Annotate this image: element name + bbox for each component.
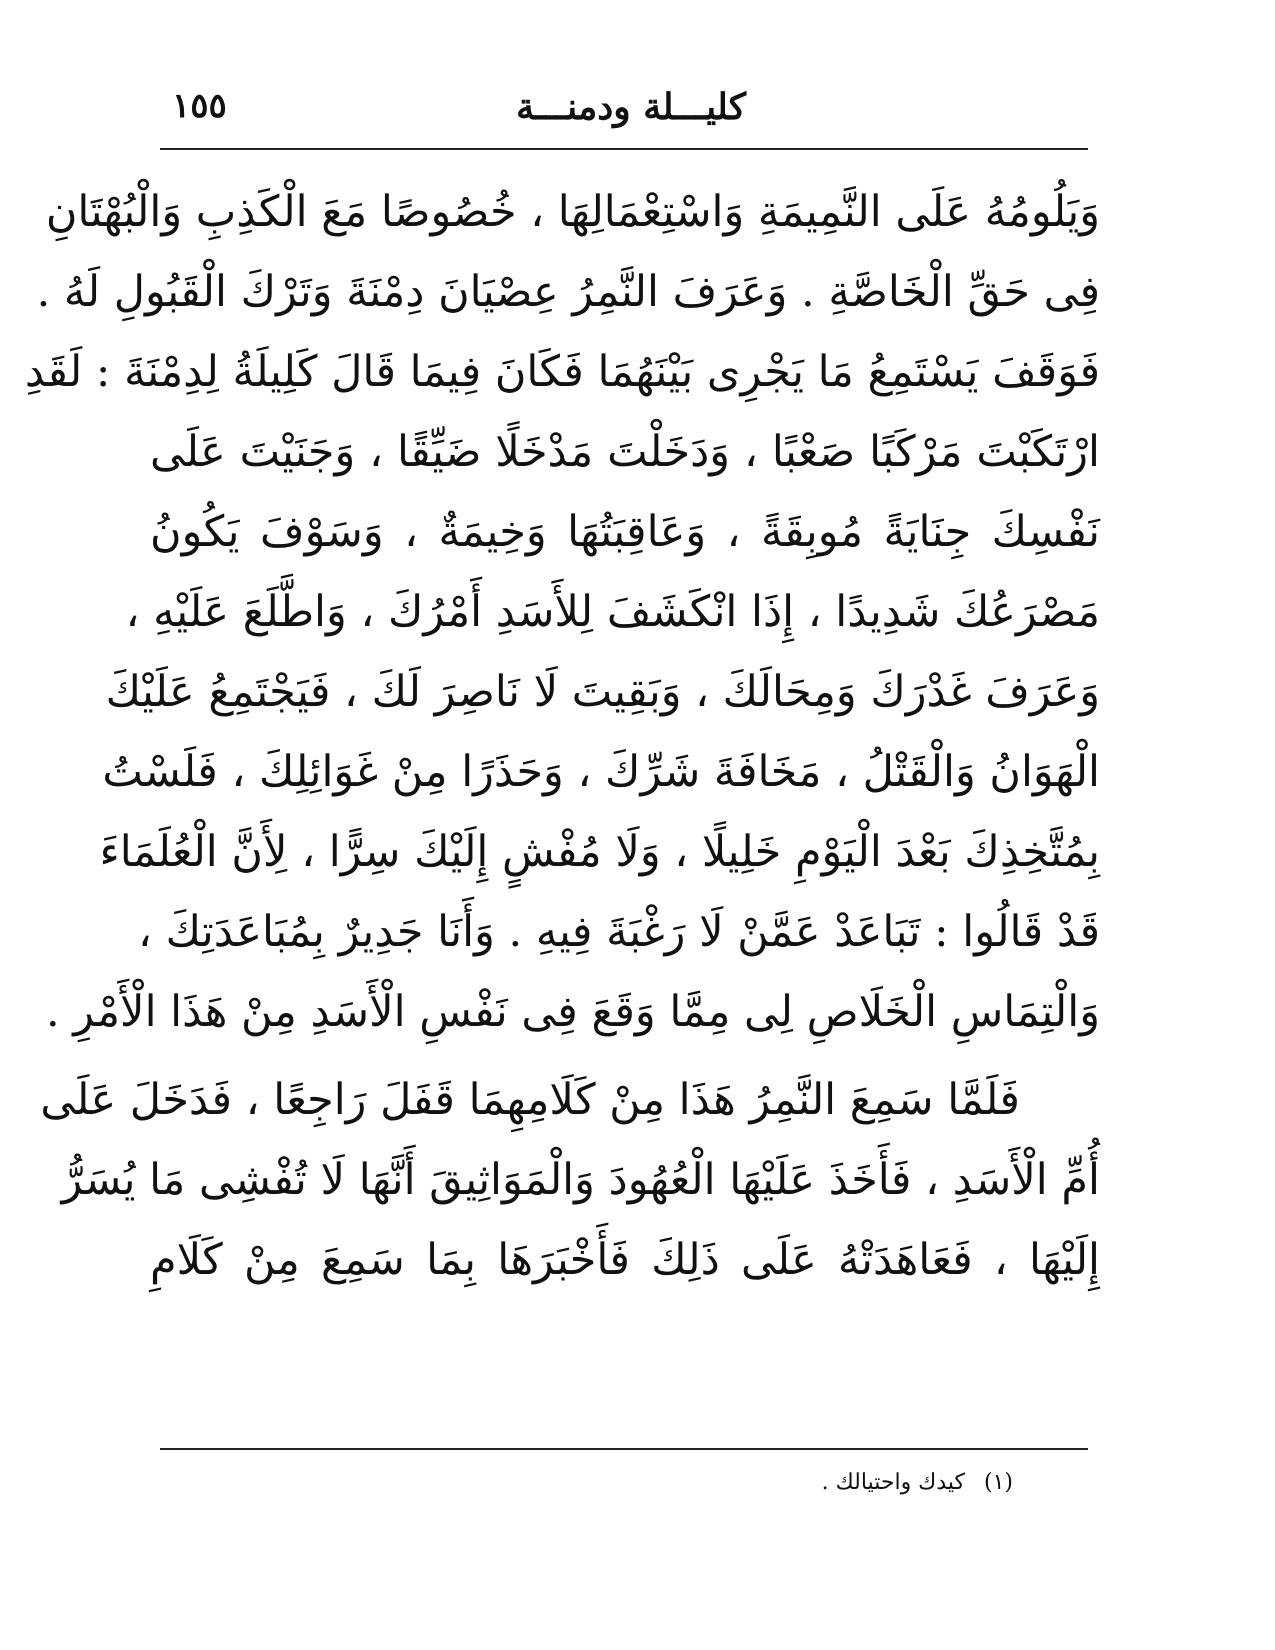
text-line: قَدْ قَالُوا : تَبَاعَدْ عَمَّنْ لَا رَغْبَةَ فِيهِ . وَأَنَا جَدِيرٌ بِمُبَاعَدَتِكَ ،: [138, 907, 1100, 957]
text-line: فَلَمَّا سَمِعَ النَّمِرُ هَذَا مِنْ كَلَامِهِمَا قَفَلَ رَاجِعًا ، فَدَخَلَ عَلَى: [40, 1075, 1020, 1125]
text-line: وَالْتِمَاسِ الْخَلَاصِ لِى مِمَّا وَقَعَ فِى نَفْسِ الْأَسَدِ مِنْ هَذَا الْأَمْرِ .: [45, 987, 1100, 1037]
text-line: الْهَوَانُ وَالْقَتْلُ ، مَخَافَةَ شَرِّكَ ، وَحَذَرًا مِنْ غَوَائِلِكَ ، فَلَسْتُ: [102, 747, 1100, 797]
page-number: ١٥٥: [172, 86, 227, 126]
text-line: إِلَيْهَا ، فَعَاهَدَتْهُ عَلَى ذَلِكَ فَأَخْبَرَهَا بِمَا سَمِعَ مِنْ كَلَامِ: [150, 1235, 1100, 1285]
text-line: ارْتَكَبْتَ مَرْكَبًا صَعْبًا ، وَدَخَلْتَ مَدْخَلًا ضَيِّقًا ، وَجَنَيْتَ عَلَى: [150, 427, 1100, 477]
page-header: [162, 86, 1086, 142]
text-line: وَيَلُومُهُ عَلَى النَّمِيمَةِ وَاسْتِعْمَالِهَا ، خُصُوصًا مَعَ الْكَذِبِ وَالْبُهْتَانِ: [45, 187, 1100, 237]
body-text: [24, 172, 1100, 1300]
footnote: [822, 1470, 1013, 1495]
text-line: بِمُتَّخِذِكَ بَعْدَ الْيَوْمِ خَلِيلًا ، وَلَا مُفْشٍ إِلَيْكَ سِرًّا ، لِأَنَّ الْعُلَمَاءَ: [99, 827, 1100, 877]
footnote-rule: [160, 1448, 1088, 1450]
text-line: فَوَقَفَ يَسْتَمِعُ مَا يَجْرِى بَيْنَهُمَا فَكَانَ فِيمَا قَالَ كَلِيلَةُ لِدِمْنَةَ : لَقَدِ: [24, 347, 1100, 397]
text-line: أُمِّ الْأَسَدِ ، فَأَخَذَ عَلَيْهَا الْعُهُودَ وَالْمَوَاثِيقَ أَنَّهَا لَا تُفْشِى مَا يُسَرُّ: [61, 1155, 1100, 1205]
running-title: كليـــلة ودمنـــة: [516, 86, 746, 128]
header-rule: [160, 148, 1088, 150]
text-line: فِى حَقِّ الْخَاصَّةِ . وَعَرَفَ النَّمِرُ عِصْيَانَ دِمْنَةَ وَتَرْكَ الْقَبُولِ لَهُ .: [36, 267, 1100, 317]
paragraph-gap: [150, 1052, 1100, 1060]
text-line: مَصْرَعُكَ شَدِيدًا ، إِذَا انْكَشَفَ لِلأَسَدِ أَمْرُكَ ، وَاطَّلَعَ عَلَيْهِ ،: [125, 587, 1100, 637]
footnote-text: كيدك واحتيالك .: [821, 1470, 965, 1495]
text-line: وَعَرَفَ غَدْرَكَ وَمِحَالَكَ ، وَبَقِيتَ لَا نَاصِرَ لَكَ ، فَيَجْتَمِعُ عَلَيْكَ: [105, 667, 1100, 717]
text-line: نَفْسِكَ جِنَايَةً مُوبِقَةً ، وَعَاقِبَتُهَا وَخِيمَةٌ ، وَسَوْفَ يَكُونُ: [150, 507, 1100, 557]
footnote-mark: (١): [983, 1470, 1013, 1495]
